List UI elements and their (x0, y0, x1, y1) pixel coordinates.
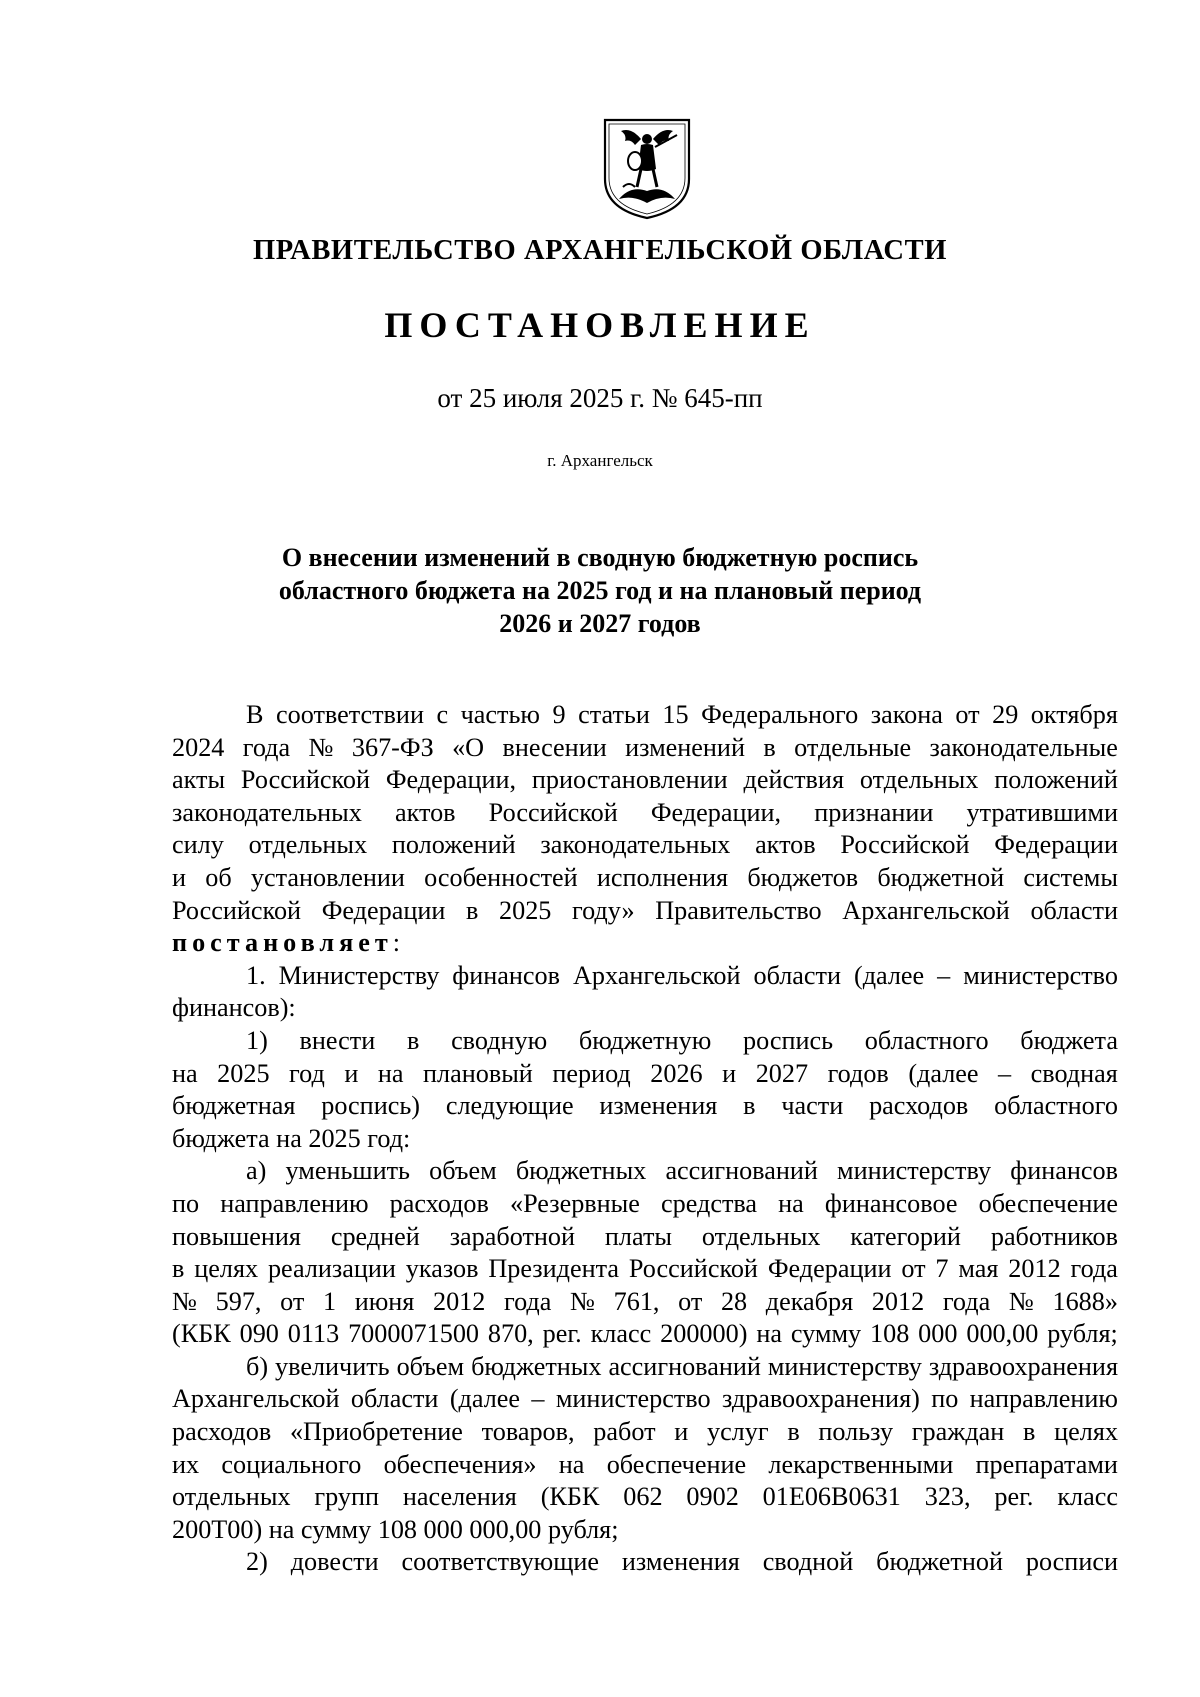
body-word: обеспечение (978, 1188, 1118, 1218)
body-word: Федерации (767, 1254, 892, 1284)
body-word: об (205, 862, 232, 892)
body-word: в (787, 1417, 800, 1447)
body-word: 15 (662, 700, 689, 729)
document-date-number: от 25 июля 2025 г. № 645-пп (437, 383, 763, 413)
body-word: Федерации (994, 830, 1118, 860)
body-word: 870, (487, 1319, 534, 1349)
body-word: в (172, 1254, 185, 1284)
body-word: изменений (625, 732, 745, 762)
body-word: граждан (911, 1417, 1005, 1447)
body-word: 2012 (1008, 1254, 1061, 1284)
body-word: 108 (870, 1319, 910, 1349)
body-word: отдельных (248, 830, 368, 860)
body-word: «Приобретение (289, 1417, 463, 1447)
body-word: здравоохранения) (721, 1384, 920, 1414)
body-word: а) (246, 1156, 267, 1186)
body-line (172, 1025, 1118, 1058)
body-word: законодательных (172, 797, 362, 827)
body-word: 28 (720, 1286, 748, 1316)
body-word: приостановлении (531, 765, 728, 795)
body-line (172, 862, 1118, 895)
body-word: июня (354, 1286, 415, 1316)
body-punct: : (392, 928, 401, 958)
body-word: 323, (924, 1482, 971, 1512)
body-word: годов (827, 1058, 889, 1088)
body-word: плановый (423, 1058, 533, 1088)
body-word: октября (1030, 700, 1118, 729)
body-word: 2025 (217, 1058, 270, 1088)
body-word: на (377, 1058, 404, 1088)
body-word: и (722, 1058, 737, 1088)
body-word: Архангельской (842, 895, 1010, 925)
body-word: 2024 (172, 732, 225, 762)
body-word: соответствии (275, 700, 424, 729)
body-word: работников (990, 1221, 1118, 1251)
body-word: изменения (599, 1091, 718, 1121)
body-word: препаратами (975, 1449, 1118, 1479)
body-word: работ (593, 1417, 656, 1447)
body-word: областного (864, 1025, 989, 1055)
body-word: бюджетов (747, 862, 859, 892)
body-word: года (942, 1286, 991, 1316)
body-word: рег. (994, 1482, 1034, 1512)
body-word: обеспечения» (383, 1449, 537, 1479)
body-word: «Резервные (509, 1188, 640, 1218)
body-word: финансов (1010, 1156, 1118, 1186)
body-word: Российской (172, 895, 302, 925)
body-word: 1688» (1052, 1286, 1118, 1316)
body-word: № (570, 1286, 595, 1316)
body-word: бюджетной (876, 1547, 1003, 1577)
body-word: (КБК (172, 1319, 231, 1349)
body-word: частью (460, 700, 540, 729)
body-word: исполнения (596, 862, 729, 892)
body-word: бюджетных (515, 1156, 647, 1186)
body-word: реализации (267, 1254, 396, 1284)
body-word: 0113 (287, 1319, 340, 1349)
body-word: Российской (628, 1254, 758, 1284)
body-word: период (552, 1058, 631, 1088)
body-word: 1 (322, 1286, 337, 1316)
body-word: области (1030, 895, 1118, 925)
body-word: областного (994, 1091, 1118, 1121)
body-line (172, 829, 1118, 862)
body-word: б) (246, 1351, 269, 1381)
body-word: министерство (555, 1384, 711, 1414)
body-word: заработной (449, 1221, 576, 1251)
government-name: ПРАВИТЕЛЬСТВО АРХАНГЕЛЬСКОЙ ОБЛАСТИ (253, 235, 947, 266)
body-word: 062 (623, 1482, 663, 1512)
body-word: довести (290, 1547, 379, 1577)
body-word: роспись) (321, 1091, 420, 1121)
body-word: средства (661, 1188, 758, 1218)
body-word: класс (590, 1319, 652, 1349)
body-word: сводную (451, 1025, 548, 1055)
body-line (172, 927, 1118, 960)
body-word: год (289, 1058, 325, 1088)
title-line: О внесении изменений в сводную бюджетную роспись (281, 543, 919, 572)
body-line (172, 1351, 1118, 1384)
body-word: системы (1023, 862, 1118, 892)
body-word: следующие (445, 1091, 574, 1121)
body-word: В (246, 700, 264, 729)
body-word: финансовое (824, 1188, 958, 1218)
body-word: от (955, 700, 980, 729)
body-word: направлению (220, 1188, 369, 1218)
body-word: населения (402, 1482, 517, 1512)
body-word: положений (391, 830, 516, 860)
body-word: на (756, 1319, 782, 1349)
body-word: Архангельской (172, 1384, 340, 1414)
body-word: в (1023, 1417, 1036, 1447)
body-word: 200000) (660, 1319, 748, 1349)
body-line (172, 1546, 1118, 1579)
body-word: 761, (613, 1286, 660, 1316)
body-word: Федерации, (385, 765, 517, 795)
body-line (172, 764, 1118, 797)
body-line (172, 732, 1118, 765)
body-word: с (436, 700, 449, 729)
body-text: 200Т00) на сумму 108 000 000,00 рубля; (172, 1514, 619, 1544)
body-word: силу (172, 830, 224, 860)
body-word: их (172, 1449, 200, 1479)
body-line (172, 1090, 1118, 1123)
body-word: сумму (790, 1319, 862, 1349)
body-word: Архангельской (572, 960, 741, 990)
body-word: направлению (969, 1384, 1118, 1414)
body-word: в (763, 732, 776, 762)
body-word: года (503, 1286, 552, 1316)
body-line (172, 1514, 1118, 1547)
body-word: и (172, 862, 187, 892)
body-word: 2012 (871, 1286, 925, 1316)
document-title (0, 541, 1200, 640)
body-word: статьи (578, 700, 650, 729)
body-word: 1) (246, 1025, 268, 1055)
body-word: расходов (172, 1417, 272, 1447)
body-word: Президента (488, 1254, 620, 1284)
body-word: (КБК (540, 1482, 600, 1512)
body-word: 090 (239, 1319, 279, 1349)
title-line: 2026 и 2027 годов (499, 609, 701, 638)
body-word: бюджетную (578, 1025, 712, 1055)
body-word: на (558, 1449, 585, 1479)
body-word: бюджетных (471, 1351, 602, 1381)
body-line (172, 1155, 1118, 1188)
body-word: 29 (992, 700, 1019, 729)
body-word: на (172, 1058, 198, 1088)
body-word: отдельные (794, 732, 912, 762)
body-word: № (172, 1286, 197, 1316)
body-line (172, 960, 1118, 993)
body-word: 1. (246, 960, 266, 990)
body-line (172, 1481, 1118, 1514)
document-type: ПОСТАНОВЛЕНИЕ (384, 305, 816, 345)
body-word: области (753, 960, 842, 990)
body-word: 9 (552, 700, 566, 729)
body-word: (далее (449, 1384, 521, 1414)
body-word: сводная (1030, 1058, 1118, 1088)
body-word: от (901, 1254, 926, 1284)
body-word: сводной (762, 1547, 854, 1577)
body-word: от (280, 1286, 305, 1316)
body-word: № (308, 732, 334, 762)
body-word: акты (172, 765, 226, 795)
body-word: году» (572, 895, 635, 925)
body-word: Министерству (278, 960, 440, 990)
body-word: указов (405, 1254, 479, 1284)
body-word: 7000071500 (348, 1319, 479, 1349)
body-word: внести (299, 1025, 376, 1055)
body-word: целях (1054, 1417, 1118, 1447)
body-word: № (1008, 1286, 1034, 1316)
body-word: товаров, (481, 1417, 575, 1447)
body-word: бюджетной (877, 862, 1005, 892)
body-word: по (931, 1384, 959, 1414)
body-word: в (406, 1025, 420, 1055)
body-word: законодательные (929, 732, 1118, 762)
body-word: установлении (250, 862, 405, 892)
body-word: особенностей (424, 862, 578, 892)
body-line (172, 992, 1118, 1025)
body-word: рег. (542, 1319, 582, 1349)
body-word: по (172, 1188, 200, 1218)
body-word: 01Е06В0631 (762, 1482, 901, 1512)
body-line (172, 1123, 1118, 1156)
body-word: области (350, 1384, 439, 1414)
body-word: пользу (818, 1417, 894, 1447)
body-word: увеличить (275, 1351, 390, 1381)
body-line (172, 1383, 1118, 1416)
body-word: – (531, 1384, 545, 1414)
body-word: изменения (621, 1547, 740, 1577)
body-word: мая (958, 1254, 999, 1284)
body-word: платы (604, 1221, 672, 1251)
body-word: 000,00 (966, 1319, 1039, 1349)
body-line (172, 1286, 1118, 1319)
body-line (172, 1318, 1118, 1351)
body-word: и (344, 1058, 359, 1088)
body-word: от (678, 1286, 703, 1316)
body-word: услуг (706, 1417, 769, 1447)
body-text: финансов): (172, 993, 296, 1023)
body-word: отдельных (172, 1482, 291, 1512)
body-text: бюджета на 2025 год: (172, 1123, 411, 1153)
body-word: и (674, 1417, 689, 1447)
body-word: 2025 (499, 895, 552, 925)
body-word: в (743, 1091, 756, 1121)
archangel-coat-of-arms-icon (601, 117, 693, 221)
body-word: социального (221, 1449, 362, 1479)
title-line: областного бюджета на 2025 год и на плановый период (278, 576, 922, 605)
body-word: бюджета (1020, 1025, 1118, 1055)
body-word: уменьшить (285, 1156, 410, 1186)
body-word: актов (755, 830, 816, 860)
body-word: ассигнований (665, 1156, 818, 1186)
body-word: (далее (908, 1058, 979, 1088)
body-word: (далее (853, 960, 925, 990)
body-word: финансов (452, 960, 561, 990)
body-word: действия (743, 765, 844, 795)
body-word: 0902 (686, 1482, 739, 1512)
body-word: рубля; (1047, 1319, 1118, 1349)
body-word: 2027 (755, 1058, 809, 1088)
document-city: г. Архангельск (547, 451, 653, 470)
body-word: отдельных (701, 1221, 821, 1251)
body-line (172, 1449, 1118, 1482)
body-line (172, 1188, 1118, 1221)
body-word: министерству (767, 1351, 922, 1381)
body-word: здравоохранения (928, 1351, 1118, 1381)
body-word: категорий (850, 1221, 961, 1251)
body-word: расходов (389, 1188, 489, 1218)
body-line (172, 699, 1118, 732)
body-word: положений (994, 765, 1118, 795)
body-word: соответствующие (401, 1547, 600, 1577)
body-word: Российской (240, 765, 370, 795)
body-word: года (242, 732, 291, 762)
body-word: актов (394, 797, 456, 827)
body-line (172, 797, 1118, 830)
body-word: Правительство (655, 895, 822, 925)
body-word: лекарственными (768, 1449, 954, 1479)
body-word: ассигнований (608, 1351, 761, 1381)
body-word: – (998, 1058, 1012, 1088)
body-word: повышения (172, 1221, 301, 1251)
body-word: внесении (502, 732, 607, 762)
body-word: декабря (765, 1286, 854, 1316)
body-word: «О (452, 732, 485, 762)
body-word: отдельных (859, 765, 979, 795)
body-word: закона (870, 700, 943, 729)
body-word: объем (429, 1156, 497, 1186)
body-word: на (778, 1188, 804, 1218)
body-word: года (1070, 1254, 1118, 1284)
body-word: росписи (1025, 1547, 1118, 1577)
body-word: 2026 (650, 1058, 703, 1088)
document-body (172, 699, 1118, 1579)
body-word: расходов (869, 1091, 969, 1121)
body-word: Федерации (321, 895, 446, 925)
body-word: – (937, 960, 951, 990)
resolves-keyword: постановляет (172, 928, 393, 958)
body-line (172, 895, 1118, 928)
body-word: Российской (840, 830, 970, 860)
body-word: роспись (743, 1025, 834, 1055)
body-word: признании (814, 797, 934, 827)
body-word: 7 (935, 1254, 949, 1284)
body-word: в (466, 895, 479, 925)
body-line (172, 1058, 1118, 1091)
body-word: 000 (918, 1319, 958, 1349)
body-word: 597, (215, 1286, 262, 1316)
body-word: 367-ФЗ (351, 732, 434, 762)
body-word: бюджетная (172, 1091, 296, 1121)
body-word: Федерального (701, 700, 859, 729)
body-word: обеспечение (606, 1449, 747, 1479)
body-word: 2) (246, 1547, 268, 1577)
body-line (172, 1221, 1118, 1254)
body-word: класс (1057, 1482, 1118, 1512)
body-word: министерству (837, 1156, 992, 1186)
body-word: средней (330, 1221, 420, 1251)
body-word: части (781, 1091, 844, 1121)
body-word: Федерации, (650, 797, 782, 827)
body-word: министерство (963, 960, 1118, 990)
body-word: 2012 (432, 1286, 486, 1316)
body-word: утратившими (966, 797, 1118, 827)
body-word: законодательных (540, 830, 731, 860)
body-line (172, 1253, 1118, 1286)
body-line (172, 1416, 1118, 1449)
body-word: групп (314, 1482, 379, 1512)
body-word: объем (396, 1351, 465, 1381)
body-word: целях (194, 1254, 259, 1284)
body-word: Российской (488, 797, 618, 827)
